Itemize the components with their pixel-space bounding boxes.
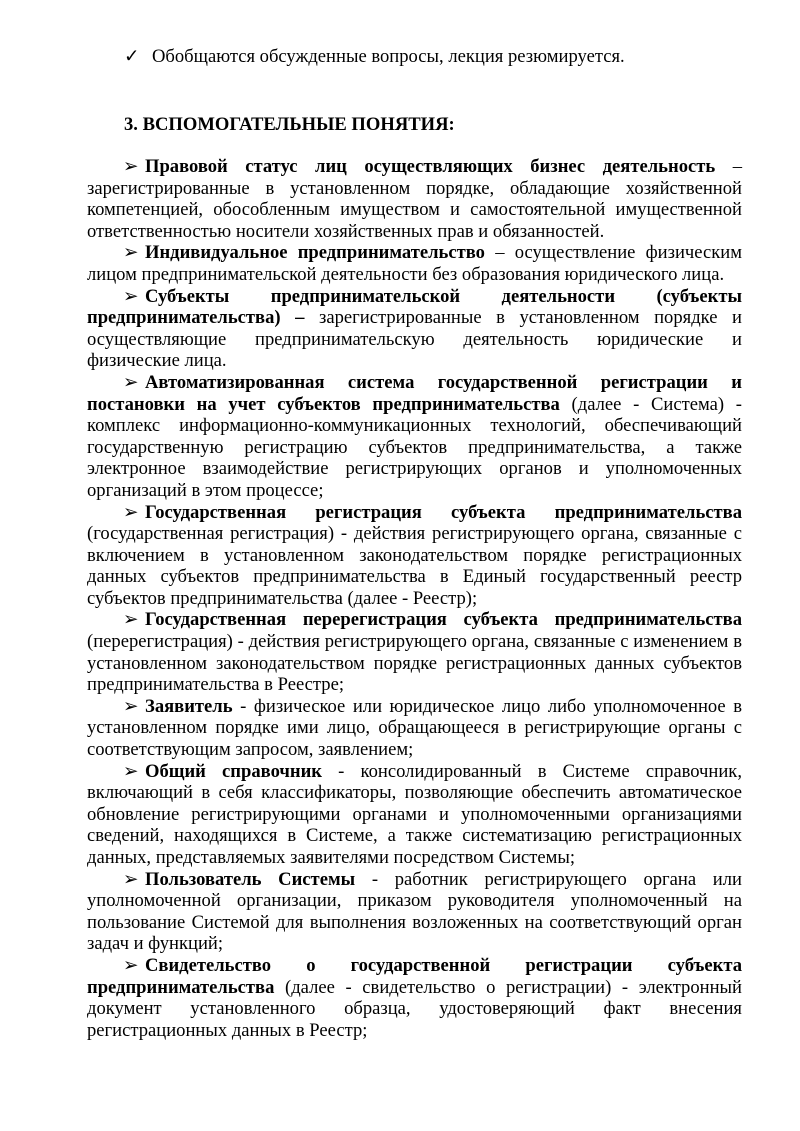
definition-term: Индивидуальное предпринимательство	[145, 242, 485, 264]
definition-text: – зарегистрированные в установленном порядке, обладающие хозяйственной компетенцией, обособленным имуществом и самостоятельной имущественной ответственностью носители хозяйственных прав и обязанностей.	[87, 156, 742, 242]
definition-text: - физическое или юридическое лицо либо уполномоченное в установленном порядке ими лицо, обращающееся в регистрирующие органы с соответствующим запросом, заявлением;	[87, 695, 742, 761]
definition-text: (государственная регистрация) - действия регистрирующего органа, связанные с включением в установленном законодательством порядке регистрационных данных субъектов предпринимательства в Единый государственный реестр субъектов предпринимательства (далее - Реестр);	[87, 523, 742, 609]
definition-term: Заявитель	[145, 695, 233, 717]
definition-term: Субъекты предпринимательской деятельности (субъекты предпринимательства) –	[87, 285, 742, 329]
definition-text: - работник регистрирующего органа или уполномоченной организации, приказом руководителя уполномоченный на пользование Системой для выполнения возложенных на соответствующий орган задач и функций;	[87, 868, 742, 955]
definition-term: Общий справочник	[145, 760, 323, 782]
definition-text: - консолидированный в Системе справочник, включающий в себя классификаторы, позволяющие обеспечить автоматическое обновление регистрирующими органами и уполномоченными организациями сведений, находящихся в Системе, а также систематизацию регистрационных данных, представляемых заявителями посредством Системы;	[87, 760, 742, 868]
definition-item	[87, 869, 742, 955]
arrow-bullet-icon: ➢	[123, 760, 139, 782]
definitions-list	[87, 156, 742, 1041]
definition-item	[87, 286, 742, 372]
arrow-bullet-icon: ➢	[123, 156, 139, 177]
summary-list-item-text: Обобщаются обсужденные вопросы, лекция резюмируется.	[152, 46, 625, 67]
section-heading: 3. ВСПОМОГАТЕЛЬНЫЕ ПОНЯТИЯ:	[124, 114, 455, 135]
arrow-bullet-icon: ➢	[123, 242, 139, 264]
definition-term: Автоматизированная система государственной регистрации и постановки на учет субъектов предпринимательства	[87, 371, 742, 415]
definition-term: Пользователь Системы	[145, 868, 356, 890]
definition-term: Государственная перерегистрация субъекта предпринимательства	[145, 609, 742, 631]
arrow-bullet-icon: ➢	[123, 695, 139, 717]
definition-item	[87, 696, 742, 761]
definition-term: Государственная регистрация субъекта предпринимательства	[145, 501, 742, 523]
definition-text: – осуществление физическим лицом предпринимательской деятельности без образования юридического лица.	[87, 242, 742, 285]
definition-item	[87, 156, 742, 242]
arrow-bullet-icon: ➢	[123, 954, 139, 976]
definition-term: Правовой статус лиц осуществляющих бизнес деятельность	[145, 156, 716, 177]
definition-text: (далее - свидетельство о регистрации) - электронный документ установленного образца, удостоверяющий факт внесения регистрационных данных в Реестр;	[87, 976, 742, 1041]
definition-term: Свидетельство о государственной регистрации субъекта предпринимательства	[87, 954, 742, 998]
definition-item	[87, 372, 742, 502]
arrow-bullet-icon: ➢	[123, 371, 139, 393]
definition-text: (перерегистрация) - действия регистрирующего органа, связанные с изменением в установленном законодательством порядке регистрационных данных субъектов предпринимательства в Реестре;	[87, 631, 742, 696]
definition-item	[87, 609, 742, 695]
definition-item	[87, 761, 742, 869]
definition-item	[87, 502, 742, 610]
definition-text: зарегистрированные в установленном порядке и осуществляющие предпринимательскую деятельность юридические и физические лица.	[87, 307, 742, 372]
arrow-bullet-icon: ➢	[123, 868, 139, 890]
definition-text: (далее - Система) - комплекс информационно-коммуникационных технологий, обеспечивающий государственную регистрацию субъектов предпринимательства, а также электронное взаимодействие регистрирующих органов и уполномоченных организаций в этом процессе;	[87, 393, 742, 501]
definition-item	[87, 242, 742, 285]
checkmark-icon: ✓	[124, 46, 140, 67]
arrow-bullet-icon: ➢	[123, 501, 139, 523]
arrow-bullet-icon: ➢	[123, 285, 139, 307]
summary-list-item	[124, 46, 764, 68]
arrow-bullet-icon: ➢	[123, 609, 139, 631]
definition-item	[87, 955, 742, 1041]
